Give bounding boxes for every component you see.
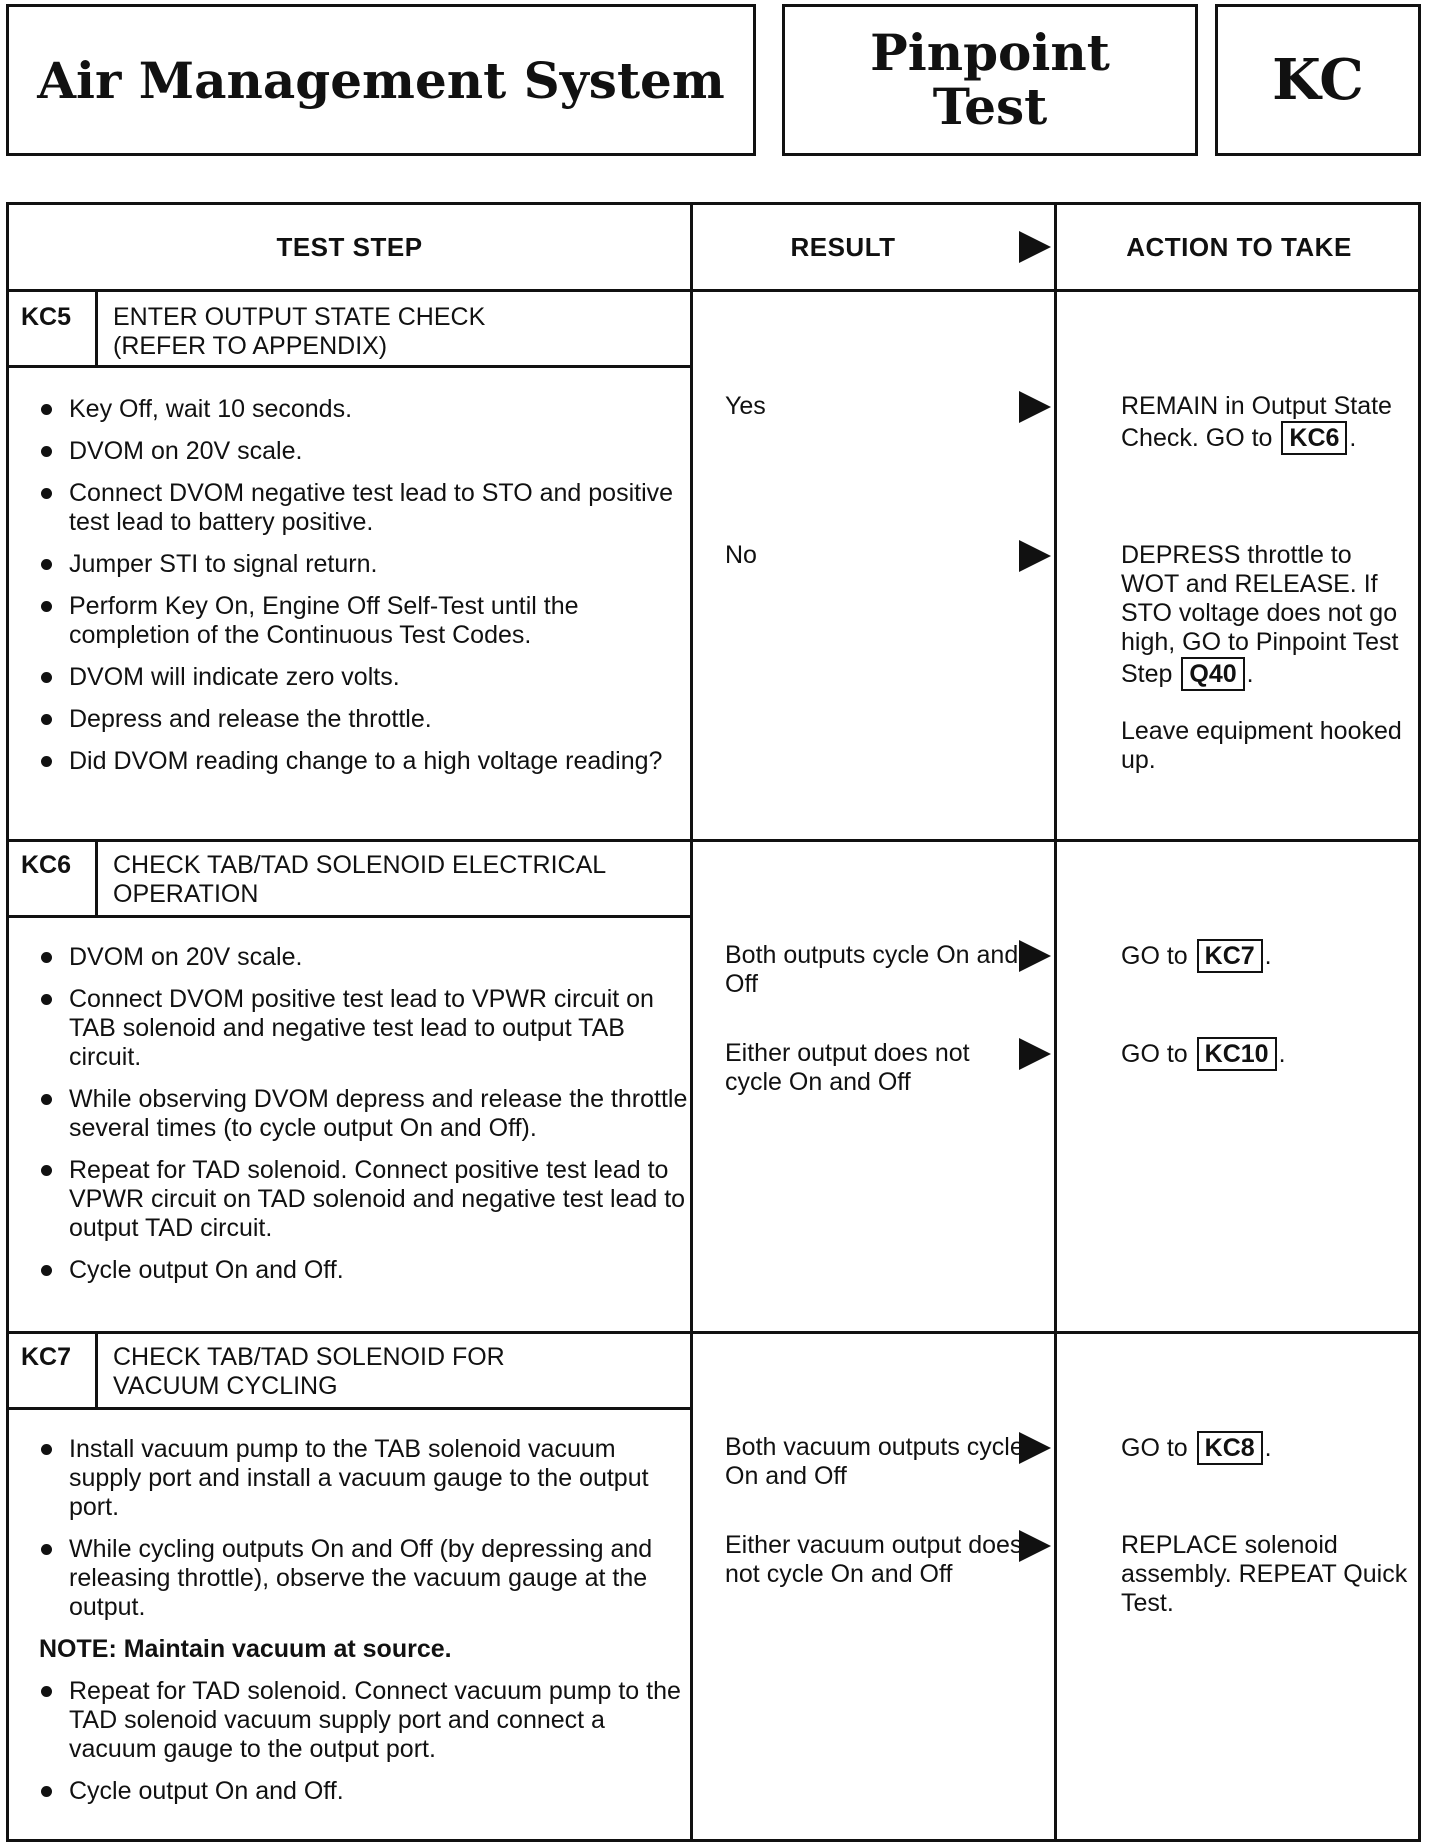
arrow-icon [1019, 540, 1051, 572]
arrow-icon [1019, 940, 1051, 972]
step-id: KC5 [21, 303, 72, 331]
step-title: ENTER OUTPUT STATE CHECK (REFER TO APPENDIX) [113, 303, 486, 360]
arrow-icon [1019, 1432, 1051, 1464]
arrow-icon [1019, 1530, 1051, 1562]
step-reference: KC6 [1281, 421, 1347, 455]
list-item: Cycle output On and Off. [39, 1256, 689, 1285]
action-text [1121, 1431, 1411, 1465]
result-text: Yes [725, 392, 766, 420]
step-reference: KC7 [1197, 939, 1263, 973]
arrow-icon [1019, 231, 1051, 263]
step-reference: KC8 [1197, 1431, 1263, 1465]
list-item: Repeat for TAD solenoid. Connect vacuum pump to the TAD solenoid vacuum supply port and connect a vacuum gauge to the output port. [39, 1677, 689, 1764]
action-instruction: GO to [1121, 1434, 1188, 1462]
arrow-icon [1019, 1038, 1051, 1070]
result-text: Both outputs cycle On and Off [725, 941, 1019, 998]
test-type-title: Pinpoint Test [782, 4, 1198, 156]
list-item: Connect DVOM negative test lead to STO and positive test lead to battery positive. [39, 479, 689, 537]
result-text: Either vacuum output does not cycle On and Off [725, 1531, 1023, 1588]
result-text: Both vacuum outputs cycle On and Off [725, 1433, 1024, 1490]
list-item: DVOM on 20V scale. [39, 943, 689, 972]
step-id: KC6 [21, 851, 72, 879]
step-reference: Q40 [1181, 657, 1244, 691]
result-text: No [725, 541, 757, 569]
action-instruction: REMAIN in Output State Check. GO to [1121, 392, 1392, 452]
action-punct: . [1264, 1434, 1272, 1462]
action-punct: . [1246, 660, 1254, 688]
step-number-divider [95, 842, 98, 915]
list-item: While observing DVOM depress and release the throttle several times (to cycle output On and Off). [39, 1085, 689, 1143]
step-id: KC7 [21, 1343, 72, 1371]
list-item: Perform Key On, Engine Off Self-Test until the completion of the Continuous Test Codes. [39, 592, 689, 650]
step-number-divider [95, 292, 98, 365]
list-item: DVOM will indicate zero volts. [39, 663, 689, 692]
test-table [6, 202, 1421, 1842]
col-result: RESULT [790, 231, 896, 262]
step-title: CHECK TAB/TAD SOLENOID FOR VACUUM CYCLING [113, 1343, 505, 1400]
list-item: Did DVOM reading change to a high voltage reading? [39, 747, 689, 776]
test-code: KC [1215, 4, 1421, 156]
col-test-step: TEST STEP [276, 231, 423, 262]
col-action: ACTION TO TAKE [1126, 231, 1352, 262]
action-text [1121, 939, 1411, 973]
step-instructions [39, 943, 689, 1298]
action-instruction: GO to [1121, 1040, 1188, 1068]
note-text: NOTE: Maintain vacuum at source. [39, 1635, 452, 1663]
action-text [1121, 392, 1411, 455]
action-instruction: DEPRESS throttle to WOT and RELEASE. If STO voltage does not go high, GO to Pinpoint Test Step [1121, 541, 1399, 688]
action-text [1121, 1037, 1411, 1071]
list-item: Depress and release the throttle. [39, 705, 689, 734]
action-text [1121, 541, 1411, 775]
list-item: Cycle output On and Off. [39, 1777, 689, 1806]
action-note: Leave equipment hooked up. [1121, 717, 1402, 774]
step-title: CHECK TAB/TAD SOLENOID ELECTRICAL OPERATION [113, 851, 607, 908]
list-item: Jumper STI to signal return. [39, 550, 689, 579]
list-item: While cycling outputs On and Off (by depressing and releasing throttle), observe the vacuum gauge at the output. [39, 1535, 689, 1622]
list-item: Repeat for TAD solenoid. Connect positive test lead to VPWR circuit on TAD solenoid and negative test lead to output TAD circuit. [39, 1156, 689, 1243]
column-divider [690, 205, 693, 1839]
list-item: DVOM on 20V scale. [39, 437, 689, 466]
action-punct: . [1264, 942, 1272, 970]
arrow-icon [1019, 391, 1051, 423]
step-instructions [39, 1435, 689, 1819]
action-punct: . [1349, 424, 1357, 452]
list-item: Key Off, wait 10 seconds. [39, 395, 689, 424]
list-item: Connect DVOM positive test lead to VPWR circuit on TAB solenoid and negative test lead to output TAB circuit. [39, 985, 689, 1072]
step-reference: KC10 [1197, 1037, 1277, 1071]
step-number-divider [95, 1334, 98, 1407]
action-punct: . [1278, 1040, 1286, 1068]
page-title: Air Management System [6, 4, 756, 156]
column-divider [1054, 205, 1057, 1839]
step-instructions [39, 395, 689, 789]
result-text: Either output does not cycle On and Off [725, 1039, 970, 1096]
list-item: Install vacuum pump to the TAB solenoid vacuum supply port and install a vacuum gauge to the output port. [39, 1435, 689, 1522]
action-text: REPLACE solenoid assembly. REPEAT Quick Test. [1121, 1531, 1408, 1617]
action-instruction: GO to [1121, 942, 1188, 970]
